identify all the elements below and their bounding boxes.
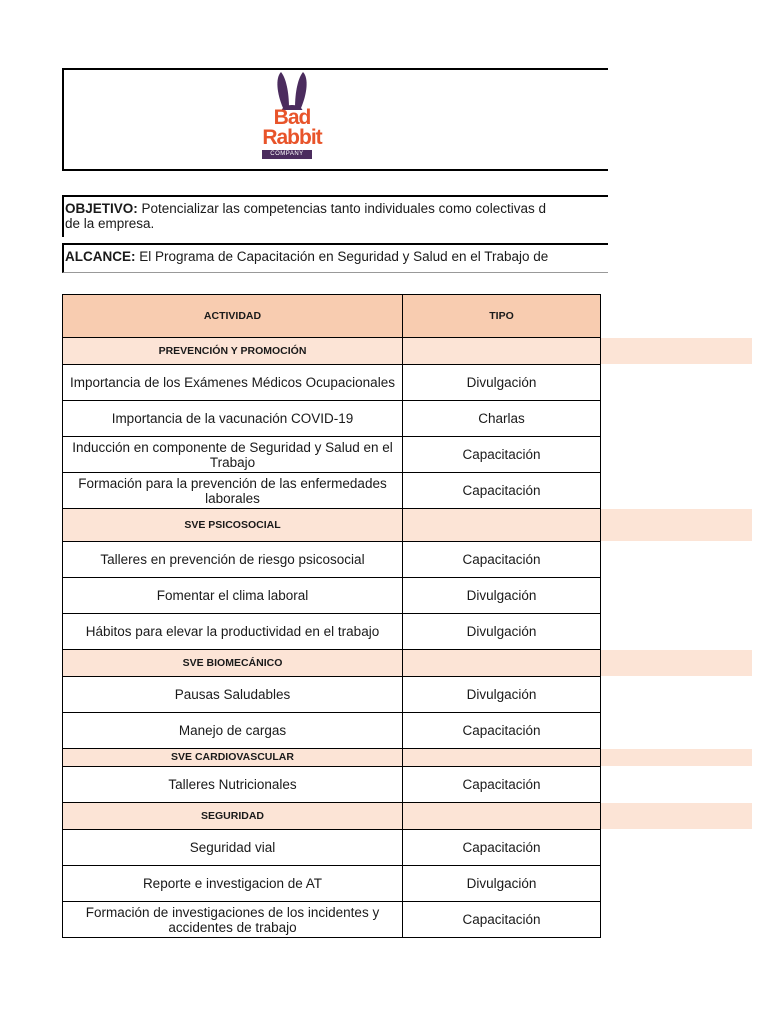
section-title: SEGURIDAD xyxy=(62,803,403,830)
tipo-cell: Capacitación xyxy=(403,830,601,866)
table-row xyxy=(62,614,601,650)
section-tipo-empty xyxy=(403,338,601,365)
actividad-cell: Talleres Nutricionales xyxy=(62,767,403,803)
table-row xyxy=(62,437,601,473)
tipo-cell: Divulgación xyxy=(403,578,601,614)
tipo-cell: Capacitación xyxy=(403,902,601,938)
table-row xyxy=(62,713,601,749)
objetivo-label: OBJETIVO: xyxy=(65,201,138,216)
actividad-cell: Manejo de cargas xyxy=(62,713,403,749)
tipo-cell: Divulgación xyxy=(403,866,601,902)
section-tipo-empty xyxy=(403,650,601,677)
table-row xyxy=(62,902,601,938)
logo-word-rabbit: Rabbit xyxy=(262,126,322,149)
table-row xyxy=(62,677,601,713)
section-title: SVE CARDIOVASCULAR xyxy=(62,749,403,767)
tipo-cell: Capacitación xyxy=(403,437,601,473)
table-row xyxy=(62,767,601,803)
tipo-cell: Capacitación xyxy=(403,713,601,749)
section-title: SVE BIOMECÁNICO xyxy=(62,650,403,677)
objetivo-box xyxy=(62,195,608,237)
actividad-cell: Reporte e investigacion de AT xyxy=(62,866,403,902)
alcance-text: El Programa de Capacitación en Seguridad y Salud en el Trabajo de xyxy=(135,249,549,264)
section-row xyxy=(62,338,601,365)
tipo-cell: Charlas xyxy=(403,401,601,437)
actividad-cell: Formación de investigaciones de los incidentes y accidentes de trabajo xyxy=(62,902,403,938)
table-row xyxy=(62,542,601,578)
header-cell-actividad: ACTIVIDAD xyxy=(62,294,403,338)
company-logo xyxy=(239,70,345,162)
actividad-cell: Inducción en componente de Seguridad y Salud en el Trabajo xyxy=(62,437,403,473)
tipo-cell: Divulgación xyxy=(403,614,601,650)
tipo-cell: Capacitación xyxy=(403,473,601,509)
section-row xyxy=(62,749,601,767)
rabbit-ears-icon xyxy=(239,70,345,110)
table-header-row xyxy=(62,294,601,338)
section-tipo-empty xyxy=(403,509,601,542)
actividad-cell: Fomentar el clima laboral xyxy=(62,578,403,614)
section-title: SVE PSICOSOCIAL xyxy=(62,509,403,542)
actividad-cell: Importancia de los Exámenes Médicos Ocupacionales xyxy=(62,365,403,401)
section-row xyxy=(62,509,601,542)
tipo-cell: Capacitación xyxy=(403,542,601,578)
table-row xyxy=(62,578,601,614)
section-row xyxy=(62,650,601,677)
actividad-cell: Pausas Saludables xyxy=(62,677,403,713)
logo-word-company: COMPANY xyxy=(262,150,312,159)
alcance-box xyxy=(62,243,608,273)
header-cell-tipo: TIPO xyxy=(403,294,601,338)
actividad-cell: Talleres en prevención de riesgo psicosocial xyxy=(62,542,403,578)
table-row xyxy=(62,365,601,401)
tipo-cell: Divulgación xyxy=(403,677,601,713)
section-title: PREVENCIÓN Y PROMOCIÓN xyxy=(62,338,403,365)
actividad-cell: Formación para la prevención de las enfermedades laborales xyxy=(62,473,403,509)
table-row xyxy=(62,473,601,509)
table-row xyxy=(62,401,601,437)
section-tipo-empty xyxy=(403,803,601,830)
table-row xyxy=(62,830,601,866)
objetivo-text-line2: de la empresa. xyxy=(65,216,155,231)
logo-word-bad: Bad xyxy=(273,106,311,129)
tipo-cell: Divulgación xyxy=(403,365,601,401)
actividad-cell: Importancia de la vacunación COVID-19 xyxy=(62,401,403,437)
objetivo-text: Potencializar las competencias tanto individuales como colectivas d xyxy=(137,201,546,216)
section-tipo-empty xyxy=(403,749,601,767)
actividad-cell: Hábitos para elevar la productividad en el trabajo xyxy=(62,614,403,650)
section-row xyxy=(62,803,601,830)
actividad-cell: Seguridad vial xyxy=(62,830,403,866)
tipo-cell: Capacitación xyxy=(403,767,601,803)
table-row xyxy=(62,866,601,902)
alcance-label: ALCANCE: xyxy=(65,249,136,264)
